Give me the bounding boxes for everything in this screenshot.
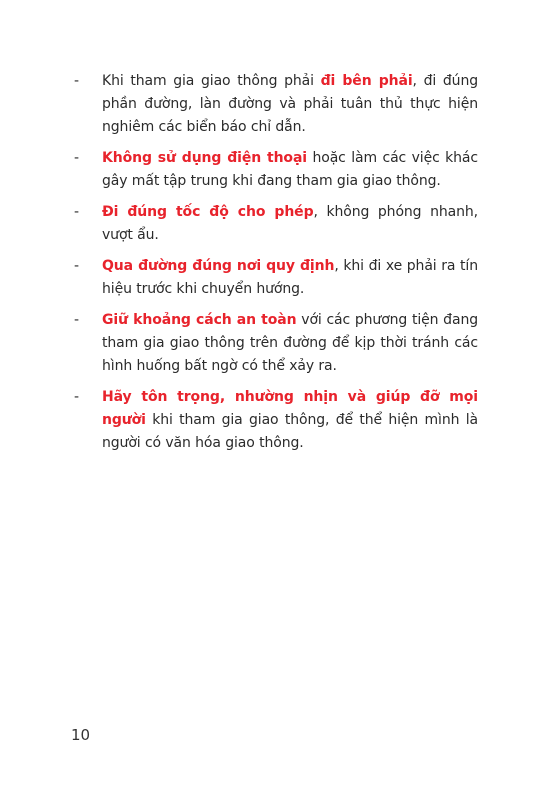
list-item [74, 309, 478, 378]
bullet-list [74, 70, 478, 463]
item-text-after: hoặc làm các việc khác gây mất tập trung khi đang tham gia giao thông. [102, 150, 478, 189]
item-highlight: Hãy tôn trọng, nhường nhịn và giúp đỡ mọi người [102, 389, 478, 428]
list-item [74, 386, 478, 455]
item-text-after: với các phương tiện đang tham gia giao thông trên đường để kịp thời tránh các hình huống bất ngờ có thể xảy ra. [102, 312, 479, 374]
list-item [74, 147, 478, 193]
list-item-text [102, 309, 478, 378]
item-text-before: Khi tham gia giao thông phải [102, 73, 321, 89]
page-number: 10 [71, 726, 91, 744]
list-item-text [102, 386, 478, 455]
item-text-after: , khi đi xe phải ra tín hiệu trước khi chuyển hướng. [102, 258, 478, 297]
item-text-after: , không phóng nhanh, vượt ẩu. [102, 204, 479, 243]
list-item [74, 255, 478, 301]
bullet-dash: - [74, 312, 80, 328]
list-item-text [102, 70, 478, 139]
item-highlight: Giữ khoảng cách an toàn [102, 312, 297, 328]
item-text-after: khi tham gia giao thông, để thể hiện mình là người có văn hóa giao thông. [102, 412, 478, 451]
item-highlight: Đi đúng tốc độ cho phép [102, 204, 314, 220]
item-highlight: Qua đường đúng nơi quy định [102, 258, 335, 274]
list-item-text [102, 201, 478, 247]
bullet-dash: - [74, 73, 80, 89]
item-highlight: đi bên phải [320, 73, 413, 89]
item-highlight: Không sử dụng điện thoại [102, 150, 307, 166]
list-item-text [102, 147, 478, 193]
list-item-text [102, 255, 478, 301]
bullet-dash: - [74, 150, 80, 166]
bullet-dash: - [74, 389, 80, 405]
list-item [74, 201, 478, 247]
item-text-after: , đi đúng phần đường, làn đường và phải tuân thủ thực hiện nghiêm các biển báo chỉ dẫn. [102, 73, 478, 135]
bullet-dash: - [74, 204, 80, 220]
list-item [74, 70, 478, 139]
bullet-dash: - [74, 258, 80, 274]
